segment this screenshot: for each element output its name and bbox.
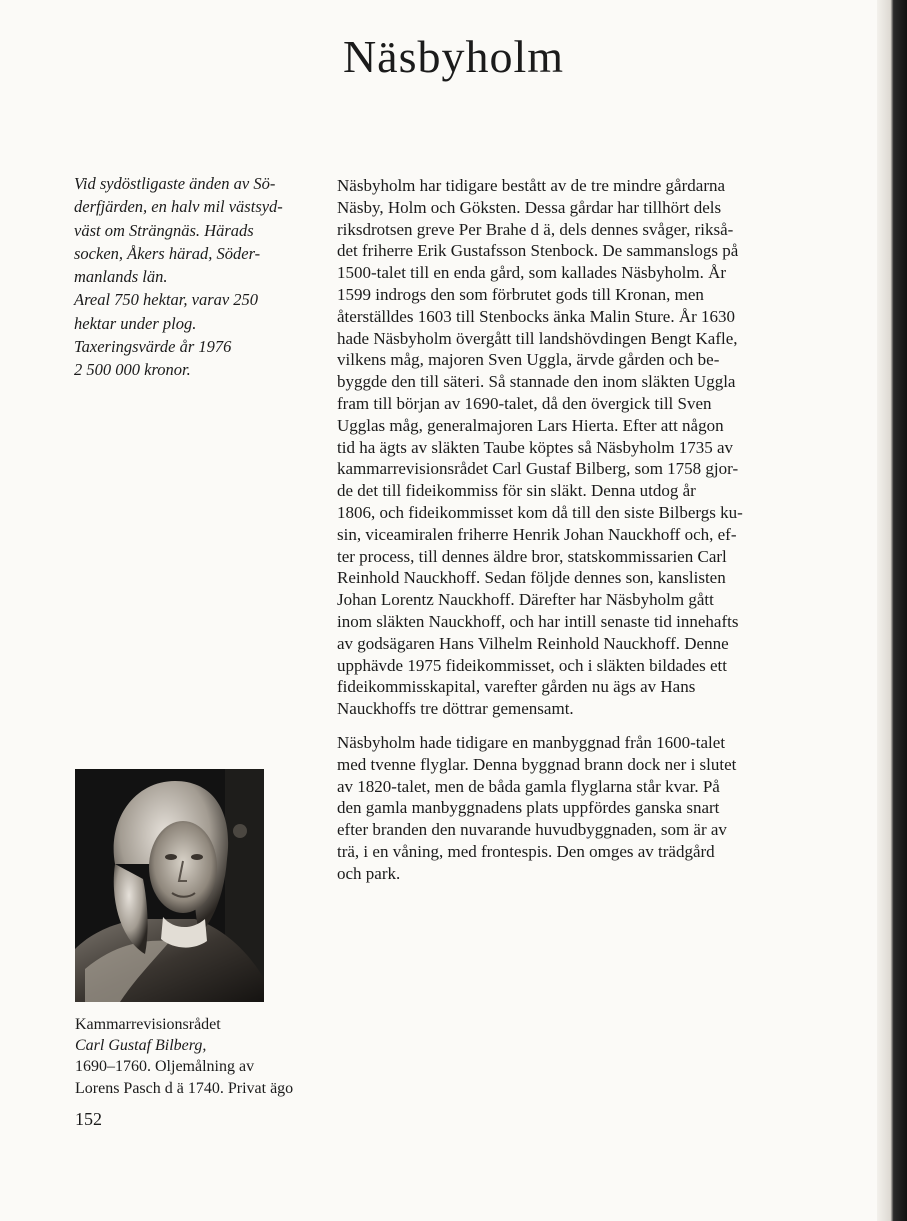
portrait-painting bbox=[75, 769, 264, 1002]
caption-artist: Lorens Pasch d ä 1740. Privat ägo bbox=[75, 1079, 294, 1097]
history-paragraph: Näsbyholm har tidigare bestått av de tre mindre gårdarna Näsby, Holm och Göksten. Dessa gårdar har tillhört dels riksdrotsen greve Per Brahe d ä, dels dennes svåger, rikså- det friherre Erik Gustafsson Stenbock. De sammanslogs på 1500-talet till en enda gård, som kallades Näsbyholm. År 1599 indrogs den som förbrutet gods till Kronan, men återställdes 1603 till Stenbocks änka Malin Sture. År 1630 hade Näsbyholm övergått till landshövdingen Bengt Kafle, vilkens måg, majoren Sven Uggla, ärvde gården och be- byggde den till säteri. Så stannade den inom släkten Uggla fram till början av 1690-talet, då den övergick till Sven Ugglas måg, generalmajoren Lars Hierta. Efter att någon tid ha ägts av släkten Taube köptes så Näsbyholm 1735 av kammarrevisionsrådet Carl Gustaf Bilberg, som 1758 gjor- de det till fideikommiss för sin släkt. Denna utdog år 1806, och fideikommisset kom då till den siste Bilbergs ku- sin, viceamiralen friherre Henrik Johan Nauckhoff och, ef- ter process, till dennes äldre bror, statskommissarien Carl Reinhold Nauckhoff. Sedan följde dennes son, kanslisten Johan Lorentz Nauckhoff. Därefter har Näsbyholm gått inom släkten Nauckhoff, och har intill senaste tid innehafts av godsägaren Hans Vilhelm Reinhold Nauckhoff. Denne upphävde 1975 fideikommisset, och i släkten bildades ett fideikommisskapital, varefter gården nu ägs av Hans Nauckhoffs tre döttrar gemensamt. bbox=[337, 176, 743, 719]
portrait-illustration bbox=[75, 769, 264, 1002]
caption-name: Carl Gustaf Bilberg, bbox=[75, 1037, 207, 1055]
caption-title: Kammarrevisionsrådet bbox=[75, 1016, 221, 1033]
body-text bbox=[337, 175, 837, 897]
estate-area: Areal 750 hektar, varav 250 hektar under plog. bbox=[74, 290, 259, 333]
portrait-caption bbox=[75, 1014, 355, 1099]
estate-facts bbox=[74, 172, 314, 382]
estate-location: Vid sydöstligaste änden av Sö- derfjärden, en halv mil västsyd- väst om Strängnäs. Härads socken, Åkers härad, Söder- manlands län. bbox=[74, 174, 283, 287]
caption-dates: 1690–1760. Oljemålning av bbox=[75, 1058, 255, 1076]
page-title: Näsbyholm bbox=[342, 31, 565, 82]
page-binding-edge bbox=[877, 0, 907, 1221]
buildings-paragraph: Näsbyholm hade tidigare en manbyggnad från 1600-talet med tvenne flyglar. Denna byggnad brann dock ner i slutet av 1820-talet, men de båda gamla flyglarna står kvar. På den gamla manbyggnadens plats uppfördes ganska snart efter branden den nuvarande huvudbyggnaden, som är av trä, i en våning, med frontespis. Den omges av trädgård och park. bbox=[337, 732, 737, 883]
estate-valuation: Taxeringsvärde år 1976 2 500 000 kronor. bbox=[74, 337, 232, 380]
page-number: 152 bbox=[75, 1109, 102, 1129]
